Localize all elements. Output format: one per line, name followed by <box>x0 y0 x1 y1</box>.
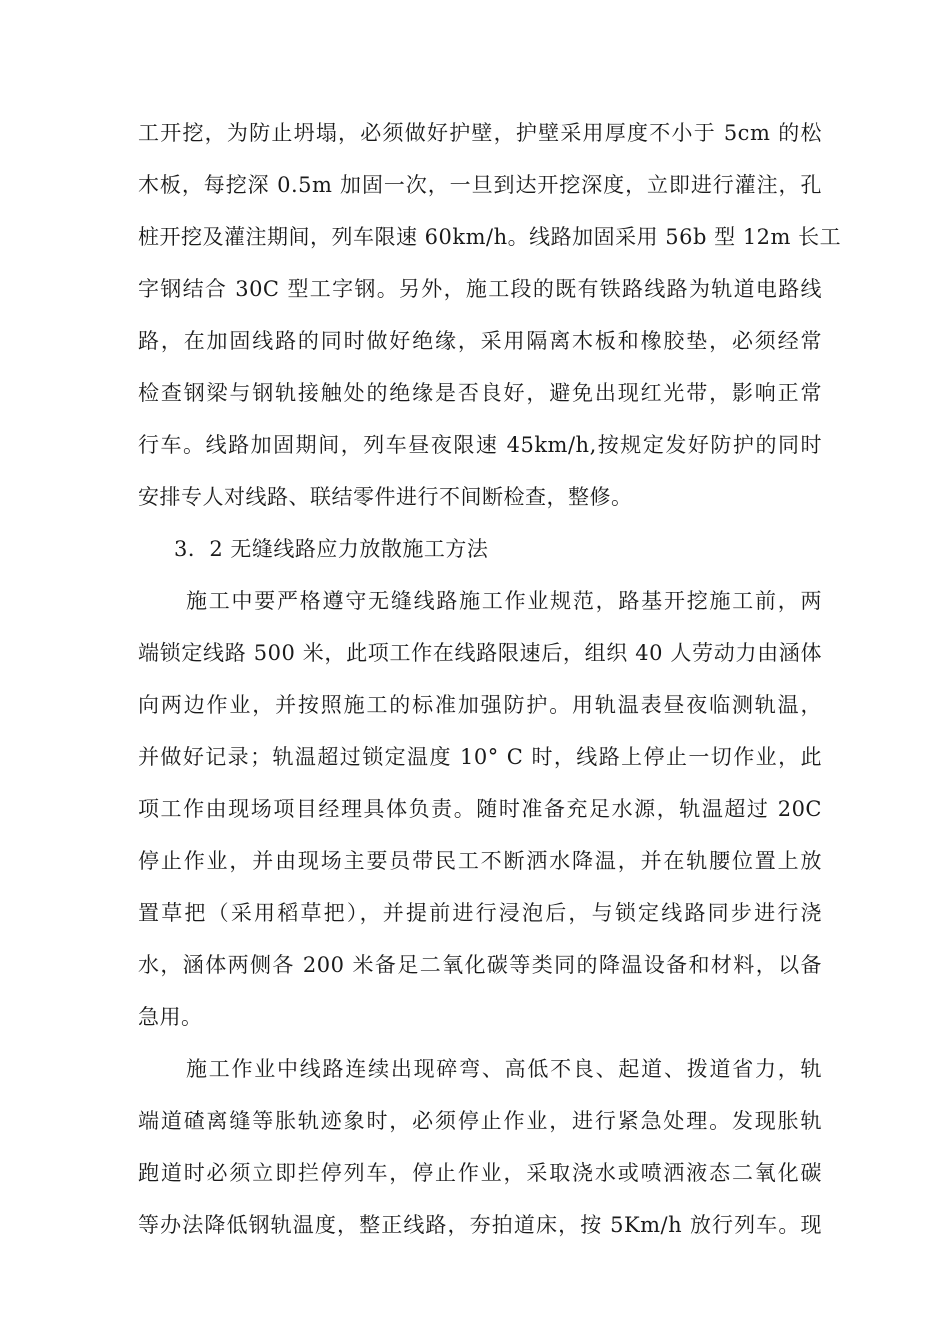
text-line: 项工作由现场项目经理具体负责。随时准备充足水源，轨温超过 20C <box>138 797 822 821</box>
text-line: 路，在加固线路的同时做好绝缘，采用隔离木板和橡胶垫，必须经常 <box>138 329 822 353</box>
text-line: 工开挖，为防止坍塌，必须做好护壁，护壁采用厚度不小于 5cm 的松 <box>138 121 822 145</box>
text-line: 桩开挖及灌注期间，列车限速 60km/h。线路加固采用 56b 型 12m 长工 <box>138 225 842 249</box>
text-line: 端道碴离缝等胀轨迹象时，必须停止作业，进行紧急处理。发现胀轨 <box>138 1109 822 1133</box>
text-line: 急用。 <box>138 1005 203 1029</box>
text-line: 木板，每挖深 0.5m 加固一次，一旦到达开挖深度，立即进行灌注，孔 <box>138 173 822 197</box>
text-line: 水，涵体两侧各 200 米备足二氧化碳等类同的降温设备和材料，以备 <box>138 953 822 977</box>
text-line: 端锁定线路 500 米，此项工作在线路限速后，组织 40 人劳动力由涵体 <box>138 641 822 665</box>
text-line: 行车。线路加固期间，列车昼夜限速 45km/h,按规定发好防护的同时 <box>138 433 822 457</box>
text-line: 向两边作业，并按照施工的标准加强防护。用轨温表昼夜临测轨温， <box>138 693 822 717</box>
text-line: 施工中要严格遵守无缝线路施工作业规范，路基开挖施工前，两 <box>186 589 822 613</box>
text-line: 停止作业，并由现场主要员带民工不断洒水降温，并在轨腰位置上放 <box>138 849 822 873</box>
text-line: 安排专人对线路、联结零件进行不间断检查，整修。 <box>138 485 633 509</box>
section-heading: 3．2 无缝线路应力放散施工方法 <box>174 537 489 561</box>
text-line: 施工作业中线路连续出现碎弯、高低不良、起道、拨道省力，轨 <box>186 1057 822 1081</box>
text-line: 跑道时必须立即拦停列车，停止作业，采取浇水或喷洒液态二氧化碳 <box>138 1161 822 1185</box>
text-line: 置草把（采用稻草把），并提前进行浸泡后，与锁定线路同步进行浇 <box>138 901 822 925</box>
text-line: 并做好记录；轨温超过锁定温度 10° C 时，线路上停止一切作业，此 <box>138 745 822 769</box>
text-line: 检查钢梁与钢轨接触处的绝缘是否良好，避免出现红光带，影响正常 <box>138 381 822 405</box>
text-line: 字钢结合 30C 型工字钢。另外，施工段的既有铁路线路为轨道电路线 <box>138 277 822 301</box>
text-line: 等办法降低钢轨温度，整正线路，夯拍道床，按 5Km/h 放行列车。现 <box>138 1213 822 1237</box>
